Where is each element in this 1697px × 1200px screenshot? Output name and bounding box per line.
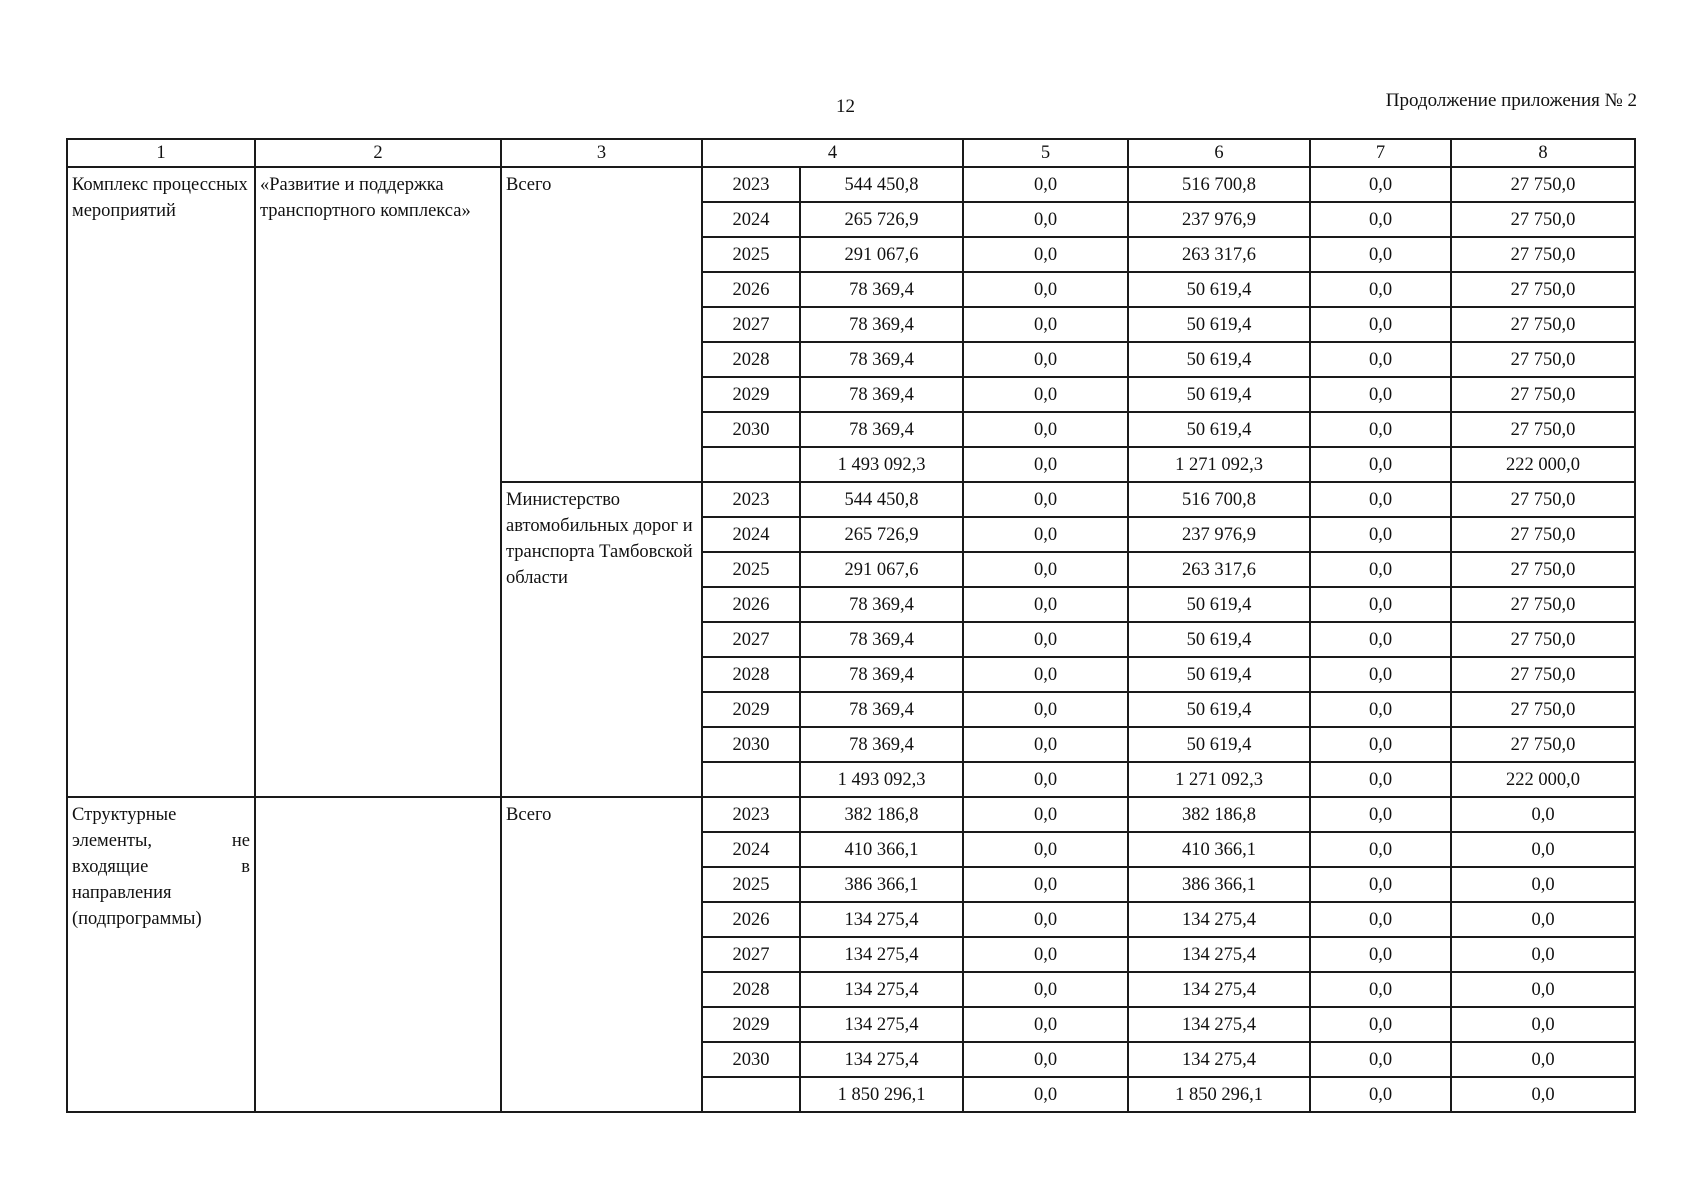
year-cell: [702, 762, 800, 797]
year-cell: 2026: [702, 902, 800, 937]
value-cell-col7: 0,0: [1310, 517, 1451, 552]
value-cell-col7: 0,0: [1310, 692, 1451, 727]
value-cell-col5: 0,0: [963, 902, 1128, 937]
value-cell-col8: 27 750,0: [1451, 727, 1635, 762]
page-number: 12: [836, 96, 855, 117]
value-cell-col7: 0,0: [1310, 482, 1451, 517]
value-cell-col4: 382 186,8: [800, 797, 963, 832]
column-header-2: 2: [255, 139, 501, 167]
column-header-7: 7: [1310, 139, 1451, 167]
value-cell-col7: 0,0: [1310, 832, 1451, 867]
value-cell-col6: 50 619,4: [1128, 657, 1310, 692]
value-cell-col4: 78 369,4: [800, 587, 963, 622]
value-cell-col7: 0,0: [1310, 762, 1451, 797]
value-cell-col8: 0,0: [1451, 937, 1635, 972]
value-cell-col5: 0,0: [963, 832, 1128, 867]
group-title-line: [72, 880, 250, 906]
value-cell-col4: 134 275,4: [800, 1007, 963, 1042]
value-cell-col5: 0,0: [963, 657, 1128, 692]
value-cell-col4: 78 369,4: [800, 727, 963, 762]
year-cell: 2030: [702, 1042, 800, 1077]
value-cell-col5: 0,0: [963, 1007, 1128, 1042]
value-cell-col7: 0,0: [1310, 727, 1451, 762]
value-cell-col7: 0,0: [1310, 867, 1451, 902]
year-cell: 2024: [702, 832, 800, 867]
value-cell-col6: 516 700,8: [1128, 167, 1310, 202]
value-cell-col8: 222 000,0: [1451, 447, 1635, 482]
value-cell-col6: 50 619,4: [1128, 377, 1310, 412]
table-header: [67, 139, 1635, 167]
group-title-word: направления: [72, 883, 172, 903]
value-cell-col4: 1 493 092,3: [800, 762, 963, 797]
column-header-4: 4: [702, 139, 963, 167]
value-cell-col8: 27 750,0: [1451, 237, 1635, 272]
value-cell-col6: 516 700,8: [1128, 482, 1310, 517]
value-cell-col7: 0,0: [1310, 797, 1451, 832]
column-header-3: 3: [501, 139, 702, 167]
value-cell-col6: 50 619,4: [1128, 342, 1310, 377]
value-cell-col6: 1 850 296,1: [1128, 1077, 1310, 1112]
value-cell-col7: 0,0: [1310, 902, 1451, 937]
value-cell-col5: 0,0: [963, 1077, 1128, 1112]
year-cell: 2029: [702, 377, 800, 412]
year-cell: 2023: [702, 482, 800, 517]
value-cell-col4: 1 493 092,3: [800, 447, 963, 482]
value-cell-col5: 0,0: [963, 867, 1128, 902]
value-cell-col5: 0,0: [963, 972, 1128, 1007]
value-cell-col6: 1 271 092,3: [1128, 447, 1310, 482]
value-cell-col7: 0,0: [1310, 1007, 1451, 1042]
value-cell-col6: 237 976,9: [1128, 202, 1310, 237]
value-cell-col7: 0,0: [1310, 342, 1451, 377]
value-cell-col8: 27 750,0: [1451, 202, 1635, 237]
value-cell-col6: 50 619,4: [1128, 587, 1310, 622]
value-cell-col8: 0,0: [1451, 1007, 1635, 1042]
year-cell: 2027: [702, 937, 800, 972]
value-cell-col5: 0,0: [963, 167, 1128, 202]
value-cell-col8: 0,0: [1451, 797, 1635, 832]
value-cell-col4: 265 726,9: [800, 517, 963, 552]
year-cell: 2025: [702, 552, 800, 587]
program-name-cell: «Развитие и поддержка транспортного комплекса»: [255, 167, 501, 797]
value-cell-col7: 0,0: [1310, 377, 1451, 412]
year-cell: 2029: [702, 1007, 800, 1042]
group-title-word: Структурные: [72, 805, 177, 825]
value-cell-col4: 544 450,8: [800, 482, 963, 517]
value-cell-col7: 0,0: [1310, 447, 1451, 482]
value-cell-col8: 0,0: [1451, 1077, 1635, 1112]
year-cell: 2026: [702, 587, 800, 622]
value-cell-col6: 134 275,4: [1128, 972, 1310, 1007]
year-cell: 2024: [702, 202, 800, 237]
value-cell-col5: 0,0: [963, 377, 1128, 412]
value-cell-col4: 134 275,4: [800, 937, 963, 972]
value-cell-col6: 1 271 092,3: [1128, 762, 1310, 797]
value-cell-col6: 410 366,1: [1128, 832, 1310, 867]
value-cell-col8: 27 750,0: [1451, 342, 1635, 377]
executor-cell: Министерство автомобильных дорог и транспорта Тамбовской области: [501, 482, 702, 797]
value-cell-col4: 134 275,4: [800, 902, 963, 937]
year-cell: [702, 447, 800, 482]
table-row: [67, 797, 1635, 832]
group-title-line: [72, 906, 250, 932]
value-cell-col4: 134 275,4: [800, 1042, 963, 1077]
header-row: [67, 139, 1635, 167]
year-cell: 2025: [702, 237, 800, 272]
value-cell-col6: 50 619,4: [1128, 622, 1310, 657]
value-cell-col4: 1 850 296,1: [800, 1077, 963, 1112]
value-cell-col5: 0,0: [963, 447, 1128, 482]
value-cell-col4: 78 369,4: [800, 412, 963, 447]
value-cell-col8: 0,0: [1451, 832, 1635, 867]
year-cell: 2023: [702, 167, 800, 202]
value-cell-col8: 27 750,0: [1451, 307, 1635, 342]
value-cell-col8: 222 000,0: [1451, 762, 1635, 797]
table-row: [67, 167, 1635, 202]
year-cell: 2030: [702, 412, 800, 447]
column-header-8: 8: [1451, 139, 1635, 167]
value-cell-col8: 0,0: [1451, 972, 1635, 1007]
value-cell-col5: 0,0: [963, 692, 1128, 727]
value-cell-col6: 263 317,6: [1128, 552, 1310, 587]
value-cell-col5: 0,0: [963, 272, 1128, 307]
value-cell-col7: 0,0: [1310, 272, 1451, 307]
group-title-word: в: [241, 857, 250, 877]
value-cell-col8: 0,0: [1451, 867, 1635, 902]
value-cell-col4: 78 369,4: [800, 307, 963, 342]
value-cell-col6: 263 317,6: [1128, 237, 1310, 272]
year-cell: 2026: [702, 272, 800, 307]
value-cell-col4: 134 275,4: [800, 972, 963, 1007]
value-cell-col6: 50 619,4: [1128, 412, 1310, 447]
value-cell-col8: 27 750,0: [1451, 412, 1635, 447]
value-cell-col5: 0,0: [963, 587, 1128, 622]
group-title-cell: Комплекс процессных мероприятий: [67, 167, 255, 797]
value-cell-col5: 0,0: [963, 762, 1128, 797]
year-cell: 2029: [702, 692, 800, 727]
value-cell-col4: 291 067,6: [800, 552, 963, 587]
value-cell-col5: 0,0: [963, 482, 1128, 517]
budget-table: [66, 138, 1636, 1113]
value-cell-col5: 0,0: [963, 552, 1128, 587]
group-title-line: [72, 802, 250, 828]
executor-cell: Всего: [501, 167, 702, 482]
value-cell-col5: 0,0: [963, 622, 1128, 657]
value-cell-col5: 0,0: [963, 727, 1128, 762]
group-title-cell: [67, 797, 255, 1112]
value-cell-col6: 50 619,4: [1128, 692, 1310, 727]
value-cell-col8: 27 750,0: [1451, 482, 1635, 517]
value-cell-col5: 0,0: [963, 517, 1128, 552]
value-cell-col7: 0,0: [1310, 307, 1451, 342]
column-header-6: 6: [1128, 139, 1310, 167]
group-title-word: входящие: [72, 857, 149, 877]
value-cell-col7: 0,0: [1310, 587, 1451, 622]
value-cell-col6: 134 275,4: [1128, 937, 1310, 972]
value-cell-col7: 0,0: [1310, 1042, 1451, 1077]
value-cell-col4: 78 369,4: [800, 272, 963, 307]
value-cell-col7: 0,0: [1310, 167, 1451, 202]
group-title-word: (подпрограммы): [72, 909, 202, 929]
value-cell-col6: 382 186,8: [1128, 797, 1310, 832]
value-cell-col8: 27 750,0: [1451, 692, 1635, 727]
value-cell-col6: 50 619,4: [1128, 272, 1310, 307]
group-title-line: [72, 854, 250, 880]
year-cell: 2028: [702, 657, 800, 692]
value-cell-col6: 134 275,4: [1128, 1042, 1310, 1077]
value-cell-col8: 27 750,0: [1451, 657, 1635, 692]
year-cell: [702, 1077, 800, 1112]
appendix-note: Продолжение приложения № 2: [1385, 90, 1637, 111]
value-cell-col6: 134 275,4: [1128, 1007, 1310, 1042]
group-title-line: [72, 828, 250, 854]
value-cell-col5: 0,0: [963, 202, 1128, 237]
value-cell-col4: 544 450,8: [800, 167, 963, 202]
group-title-word: элементы,: [72, 831, 153, 851]
value-cell-col7: 0,0: [1310, 657, 1451, 692]
value-cell-col4: 78 369,4: [800, 657, 963, 692]
value-cell-col8: 27 750,0: [1451, 622, 1635, 657]
value-cell-col8: 27 750,0: [1451, 167, 1635, 202]
year-cell: 2023: [702, 797, 800, 832]
value-cell-col4: 78 369,4: [800, 692, 963, 727]
year-cell: 2024: [702, 517, 800, 552]
value-cell-col6: 386 366,1: [1128, 867, 1310, 902]
value-cell-col7: 0,0: [1310, 622, 1451, 657]
value-cell-col4: 410 366,1: [800, 832, 963, 867]
year-cell: 2025: [702, 867, 800, 902]
value-cell-col5: 0,0: [963, 412, 1128, 447]
value-cell-col7: 0,0: [1310, 202, 1451, 237]
value-cell-col6: 134 275,4: [1128, 902, 1310, 937]
value-cell-col4: 291 067,6: [800, 237, 963, 272]
value-cell-col8: 27 750,0: [1451, 587, 1635, 622]
year-cell: 2028: [702, 972, 800, 1007]
value-cell-col4: 78 369,4: [800, 622, 963, 657]
table-body: [67, 167, 1635, 1112]
year-cell: 2027: [702, 307, 800, 342]
value-cell-col6: 50 619,4: [1128, 727, 1310, 762]
value-cell-col4: 78 369,4: [800, 342, 963, 377]
value-cell-col7: 0,0: [1310, 972, 1451, 1007]
value-cell-col7: 0,0: [1310, 552, 1451, 587]
value-cell-col5: 0,0: [963, 1042, 1128, 1077]
value-cell-col4: 386 366,1: [800, 867, 963, 902]
value-cell-col4: 78 369,4: [800, 377, 963, 412]
value-cell-col5: 0,0: [963, 342, 1128, 377]
program-name-cell: [255, 797, 501, 1112]
value-cell-col8: 0,0: [1451, 902, 1635, 937]
column-header-5: 5: [963, 139, 1128, 167]
value-cell-col8: 27 750,0: [1451, 272, 1635, 307]
group-title-word: не: [231, 831, 250, 851]
value-cell-col8: 0,0: [1451, 1042, 1635, 1077]
value-cell-col8: 27 750,0: [1451, 517, 1635, 552]
value-cell-col7: 0,0: [1310, 1077, 1451, 1112]
value-cell-col5: 0,0: [963, 797, 1128, 832]
value-cell-col4: 265 726,9: [800, 202, 963, 237]
column-header-1: 1: [67, 139, 255, 167]
value-cell-col7: 0,0: [1310, 412, 1451, 447]
value-cell-col5: 0,0: [963, 937, 1128, 972]
value-cell-col5: 0,0: [963, 307, 1128, 342]
year-cell: 2030: [702, 727, 800, 762]
value-cell-col7: 0,0: [1310, 937, 1451, 972]
executor-cell: Всего: [501, 797, 702, 1112]
year-cell: 2028: [702, 342, 800, 377]
year-cell: 2027: [702, 622, 800, 657]
value-cell-col6: 237 976,9: [1128, 517, 1310, 552]
value-cell-col5: 0,0: [963, 237, 1128, 272]
value-cell-col6: 50 619,4: [1128, 307, 1310, 342]
value-cell-col8: 27 750,0: [1451, 377, 1635, 412]
value-cell-col7: 0,0: [1310, 237, 1451, 272]
value-cell-col8: 27 750,0: [1451, 552, 1635, 587]
